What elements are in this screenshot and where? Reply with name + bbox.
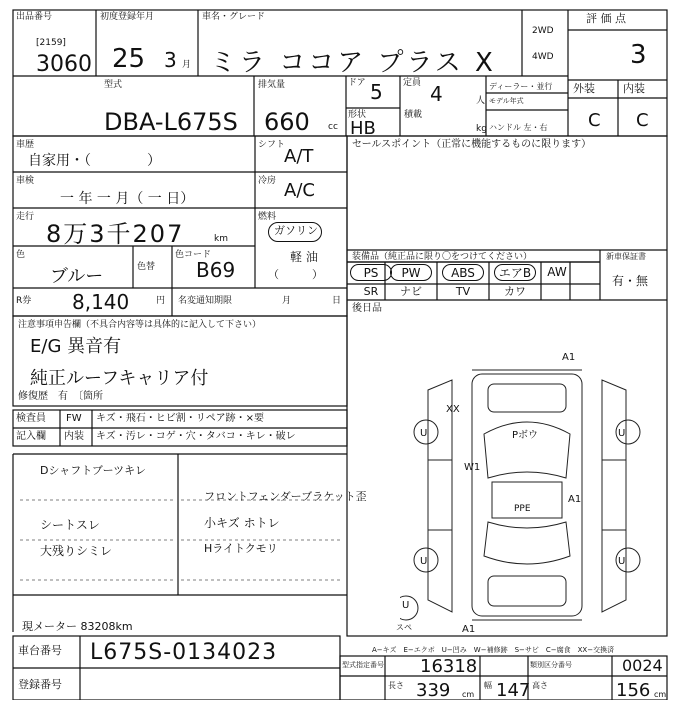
equipment-item: SR: [363, 285, 379, 298]
fuel-light-oil: 軽 油: [290, 250, 318, 264]
chassis-value: L675S-0134023: [90, 640, 278, 665]
hw-note-right-3: Hライトクモリ: [204, 542, 278, 555]
lot-number: 3060: [36, 52, 92, 77]
history-value: 自家用・（ ）: [28, 153, 161, 169]
hw-note-left-1: Dシャフトブーツキレ: [40, 464, 147, 477]
mark-p-bow: Pボウ: [512, 430, 539, 441]
color-value: ブルー: [50, 266, 104, 287]
equipment-item: カワ: [504, 285, 526, 298]
length-value: 339: [416, 680, 451, 701]
reg-month: 3: [164, 48, 177, 72]
ac-value: A/C: [284, 180, 315, 201]
dealer-label: ディーラー・並行: [489, 82, 553, 91]
equipment-header: 装備品（純正品に限り〇をつけてください）: [352, 252, 533, 262]
first-reg-label: 初度登録年月: [100, 12, 155, 22]
capacity-value: 4: [430, 82, 443, 106]
fuel-other: （ ）: [268, 268, 323, 281]
equipment-item: TV: [455, 285, 471, 298]
name-change-day: 日: [332, 296, 342, 306]
mark-spare: スペ: [396, 623, 412, 632]
width-label: 幅: [484, 681, 492, 690]
recycle-label: R券: [16, 296, 32, 306]
interior-label: 内装: [623, 82, 645, 95]
shape-label: 形状: [348, 110, 367, 120]
width-value: 147: [496, 680, 531, 701]
name-label: 車名・グレード: [202, 12, 266, 22]
color-label: 色: [16, 250, 26, 260]
mark-xx: XX: [446, 404, 460, 415]
displacement-unit: cc: [328, 122, 338, 132]
type-no-value: 16318: [420, 656, 478, 677]
equipment-item: PS: [350, 264, 392, 281]
warranty-label: 新車保証書: [606, 252, 646, 261]
mark-ppe: PPE: [514, 504, 531, 514]
hw-note-right-2: 小キズ ホトレ: [204, 516, 280, 530]
class-no-label: 類別区分番号: [530, 661, 572, 669]
note-2: 純正ルーフキャリア付: [30, 368, 209, 389]
fw-label: FW: [66, 413, 82, 424]
drive-4wd: 4WD: [532, 52, 554, 62]
registration-label: 登録番号: [18, 678, 62, 691]
recycle-unit: 円: [156, 296, 166, 306]
warranty-value: 有・無: [612, 274, 649, 288]
mark-u-front-right: U: [618, 428, 626, 439]
fuel-label: 燃料: [258, 212, 277, 222]
hw-note-left-3: 大残りシミレ: [40, 544, 113, 558]
mileage-label: 走行: [16, 212, 35, 222]
equipment-item: ナビ: [400, 285, 422, 298]
exterior-label: 外装: [573, 82, 595, 95]
equipment-item: エアB: [494, 264, 536, 281]
load-unit: kg: [476, 124, 487, 134]
color-code-label: 色コード: [175, 250, 212, 260]
height-value: 156: [616, 680, 651, 701]
length-label: 長さ: [388, 681, 404, 690]
mark-u-spare: U: [402, 600, 410, 611]
displacement-value: 660: [264, 108, 310, 136]
mark-a1-top: A1: [562, 352, 576, 363]
type-no-label: 型式指定番号: [342, 661, 384, 669]
recorder-label: 記入欄: [16, 431, 46, 442]
month-unit: 月: [182, 60, 192, 70]
handle-label: ハンドル 左・右: [489, 123, 548, 132]
interior-row-label: 内装: [64, 431, 84, 442]
fw-items: キズ・飛石・ヒビ割・リペア跡・×要: [96, 413, 264, 424]
name-change-label: 名変通知期限: [178, 296, 233, 306]
damage-legend: A−キズ E−エクボ U−凹み W−補修跡 S−サビ C−腐食 XX−交換済: [372, 646, 615, 654]
car-diagram: [400, 350, 650, 640]
reg-year: 25: [112, 44, 146, 74]
mileage-value: 8万3千207: [46, 220, 185, 248]
hw-odometer: 現メーター 83208km: [22, 620, 133, 633]
height-label: 高さ: [532, 681, 548, 690]
shift-label: シフト: [258, 140, 286, 150]
interior-items: キズ・汚レ・コゲ・穴・タバコ・キレ・破レ: [96, 431, 296, 442]
model-value: DBA-L675S: [104, 108, 238, 136]
car-name: ミラ ココア プラス X: [210, 48, 496, 78]
class-no-value: 0024: [622, 656, 663, 675]
drive-2wd: 2WD: [532, 26, 554, 36]
shift-value: A/T: [284, 146, 314, 167]
inspector-label: 検査員: [16, 413, 46, 424]
doors-value: 5: [370, 80, 383, 104]
repair-label: 修復歴 有 〔箇所: [18, 391, 103, 402]
inspection-label: 車検: [16, 176, 35, 186]
mileage-unit: km: [214, 234, 228, 244]
mark-w1: W1: [464, 462, 481, 473]
capacity-unit: 人: [476, 96, 486, 106]
ac-label: 冷房: [258, 176, 277, 186]
length-unit: cm: [462, 690, 475, 699]
hw-note-left-2: シートスレ: [40, 518, 100, 532]
equipment-item: ABS: [442, 264, 484, 281]
chassis-label: 車台番号: [18, 644, 62, 657]
displacement-label: 排気量: [258, 80, 286, 90]
model-year-label: モデル年式: [489, 97, 524, 105]
post-items-label: 後日品: [352, 303, 382, 314]
lot-label: 出品番号: [16, 12, 53, 22]
height-unit: cm: [654, 690, 667, 699]
lot-sub: [2159]: [36, 38, 66, 48]
score-value: 3: [630, 40, 647, 70]
sales-points-header: セールスポイント（正常に機能するものに限ります）: [352, 139, 592, 150]
load-label: 積載: [404, 110, 423, 120]
equipment-item: AW: [547, 265, 567, 279]
color-no-label: 色替: [137, 262, 156, 272]
mark-u-rear-left: U: [420, 556, 428, 567]
exterior-grade: C: [588, 110, 601, 131]
interior-grade: C: [636, 110, 649, 131]
name-change-month: 月: [282, 296, 292, 306]
mark-a1-bottom: A1: [462, 624, 476, 635]
equipment-item: PW: [390, 264, 432, 281]
mark-u-rear-right: U: [618, 556, 626, 567]
model-label: 型式: [104, 80, 123, 90]
history-label: 車歴: [16, 140, 35, 150]
mark-a1-right: A1: [568, 494, 582, 505]
doors-label: ドア: [348, 78, 366, 88]
score-label: 評 価 点: [586, 12, 626, 25]
color-code-value: B69: [196, 258, 236, 282]
capacity-label: 定員: [403, 78, 422, 88]
fuel-selected: ガソリン: [274, 224, 318, 237]
inspection-value: 一 年 一 月（ 一 日）: [60, 191, 195, 207]
mark-u-front-left: U: [420, 428, 428, 439]
recycle-amount: 8,140: [72, 290, 130, 314]
shape-value: HB: [350, 118, 376, 139]
note-1: E/G 異音有: [30, 336, 122, 357]
hw-note-right-1: フロントフェンダーブラケット歪: [204, 490, 367, 503]
notes-header: 注意事項申告欄（不具合内容等は具体的に記入して下さい）: [18, 320, 262, 330]
